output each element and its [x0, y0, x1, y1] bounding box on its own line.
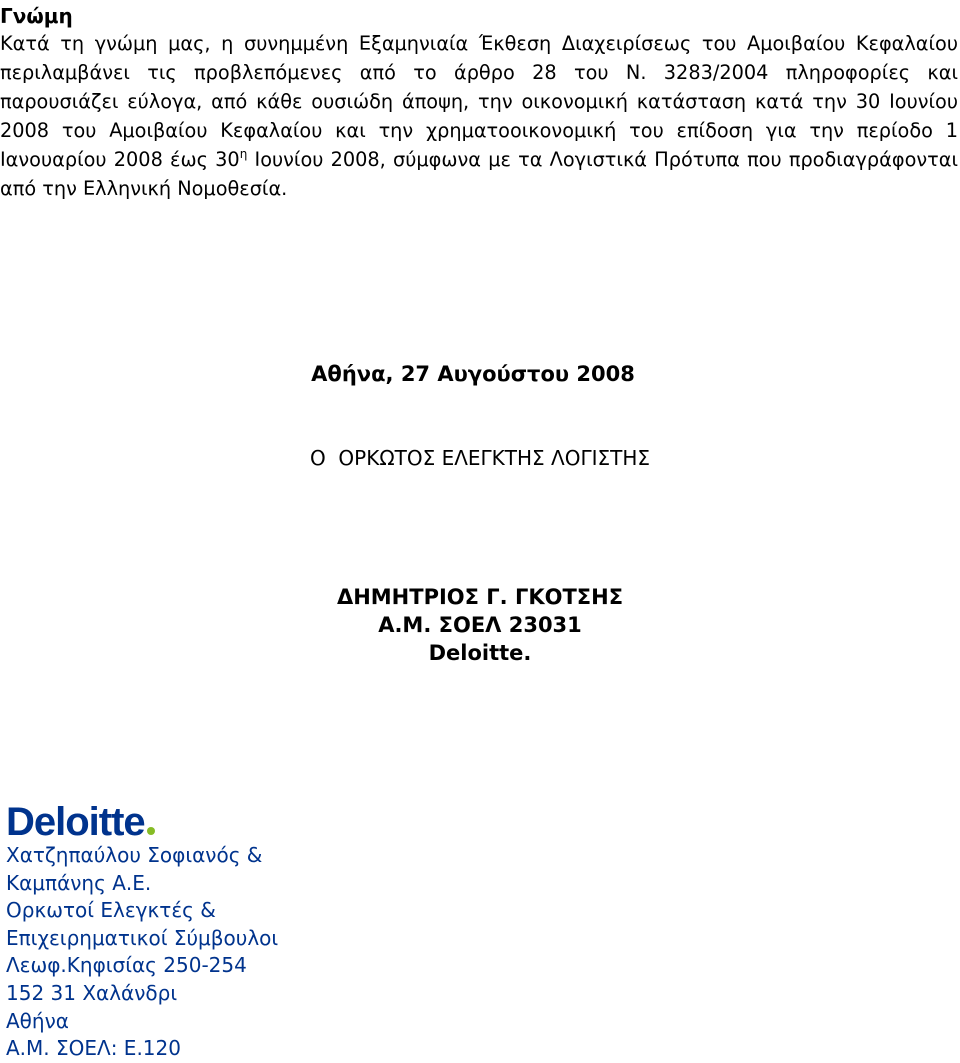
address-line: Επιχειρηματικοί Σύμβουλοι — [6, 925, 279, 950]
address-line: Καμπάνης Α.Ε. — [6, 870, 152, 895]
address-line: Αθήνα — [6, 1008, 69, 1033]
logo-wordmark: Deloitte — [6, 800, 145, 844]
signatory-block — [0, 583, 960, 667]
address-line: 152 31 Χαλάνδρι — [6, 980, 178, 1005]
firm-address-block — [6, 842, 278, 1063]
opinion-text-part2: Ιουνίου 2008, σύμφωνα με τα Λογιστικά Πρότυπα που προδιαγράφονται από την Ελληνική Νομοθεσία. — [0, 148, 959, 200]
signatory-name: ΔΗΜΗΤΡΙΟΣ Γ. ΓΚΟΤΣΗΣ — [336, 585, 624, 609]
place-date: Αθήνα, 27 Αυγούστου 2008 — [311, 362, 635, 386]
opinion-text-part1: Κατά τη γνώμη μας, η συνημμένη Εξαμηνιαία Έκθεση Διαχειρίσεως του Αμοιβαίου Κεφαλαίου περιλαμβάνει τις προβλεπόμενες από το άρθρο 28 του Ν. 3283/2004 πληροφορίες και παρουσιάζει εύλογα, από κάθε ουσιώδη άποψη, την οικονομική κατάσταση κατά την 30 Ιουνίου 2008 του Αμοιβαίου Κεφαλαίου και την χρηματοοικονομική του επίδοση για την περίοδο 1 Ιανουαρίου 2008 έως 30 — [0, 32, 958, 171]
logo-dot-icon — [147, 827, 155, 835]
opinion-paragraph — [0, 29, 958, 203]
address-line: Λεωφ.Κηφισίας 250-254 — [6, 953, 247, 978]
auditor-title: Ο ΟΡΚΩΤΟΣ ΕΛΕΓΚΤΗΣ ΛΟΓΙΣΤΗΣ — [309, 446, 651, 470]
ordinal-superscript: η — [239, 147, 248, 161]
address-line: Ορκωτοί Ελεγκτές & — [6, 898, 216, 923]
address-line: Χατζηπαύλου Σοφιανός & — [6, 843, 263, 867]
address-line: Α.Μ. ΣΟΕΛ: Ε.120 — [6, 1036, 181, 1061]
signatory-registration: Α.Μ. ΣΟΕΛ 23031 — [378, 613, 582, 637]
section-heading: Γνώμη — [0, 4, 73, 28]
signatory-firm: Deloitte. — [428, 641, 532, 665]
deloitte-logo — [6, 800, 155, 844]
